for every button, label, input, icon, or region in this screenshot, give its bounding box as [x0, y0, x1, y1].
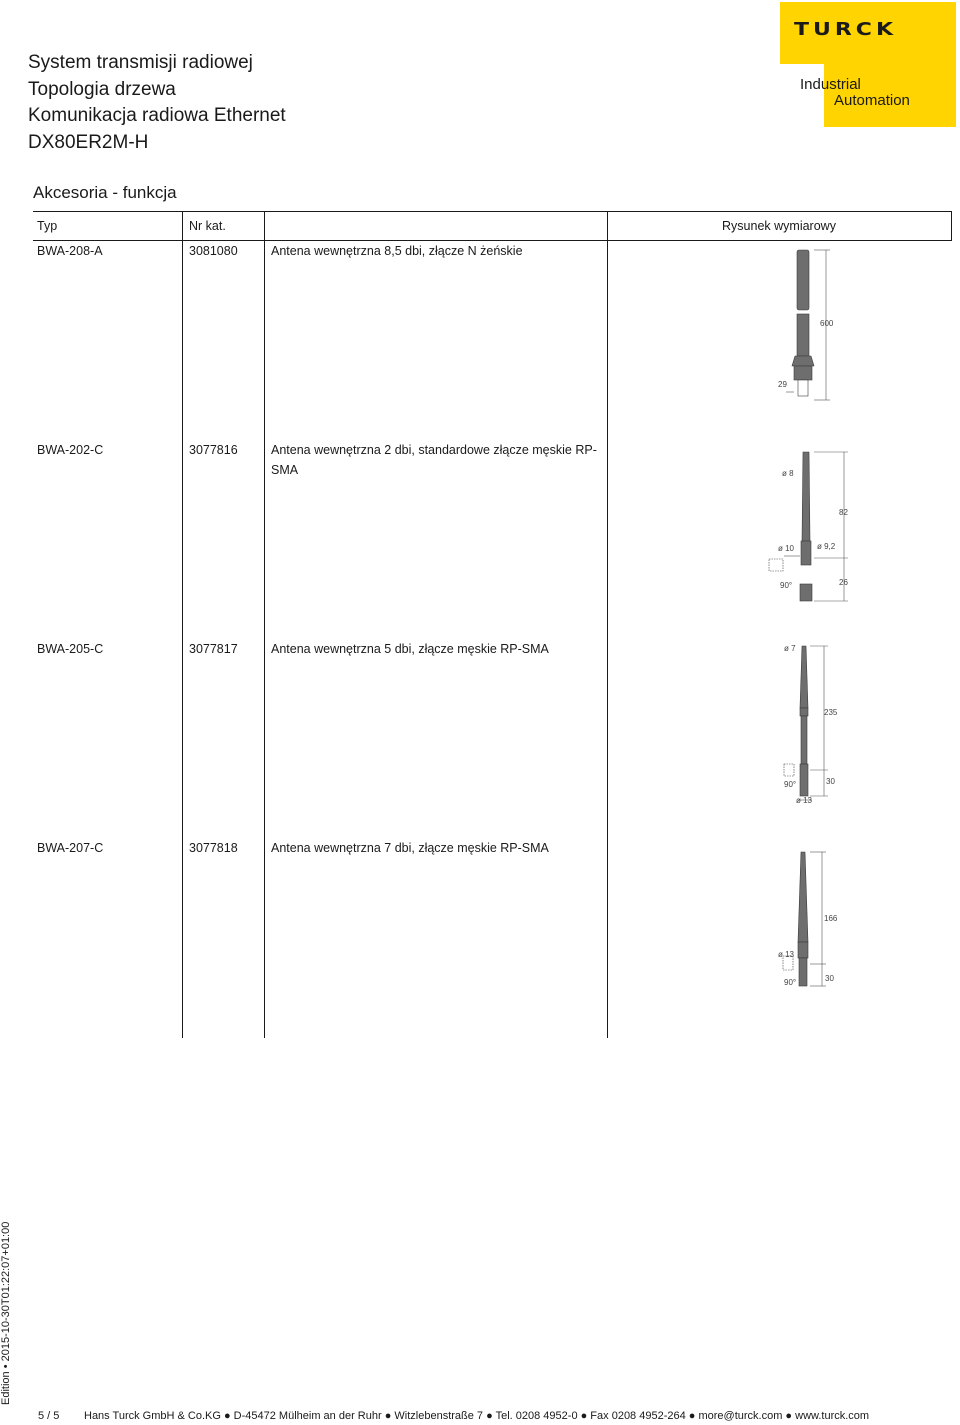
header-nr-kat: Nr kat. — [189, 219, 226, 233]
drawing-bwa-202-c — [760, 446, 860, 606]
antenna-whip-upper — [797, 250, 809, 310]
antenna-connector — [800, 584, 812, 601]
row4-type: BWA-207-C — [37, 841, 104, 855]
row2-cat: 3077816 — [189, 443, 238, 457]
document-title — [28, 50, 286, 156]
edition-stamp: Edition • 2015-10-30T01:22:07+01:00 — [0, 1221, 12, 1405]
header-rysunek: Rysunek wymiarowy — [722, 219, 836, 233]
drawing-bwa-208-a — [740, 244, 860, 409]
row3-type: BWA-205-C — [37, 642, 104, 656]
row1-desc — [271, 241, 601, 261]
dim-angle-90: 90° — [780, 581, 793, 590]
title-line-4: DX80ER2M-H — [28, 131, 149, 153]
row1-desc-line-1: Antena wewnętrzna 8,5 dbi, złącze N żeńskie — [271, 244, 523, 258]
logo-white-notch — [780, 64, 824, 127]
antenna-connector — [800, 764, 808, 796]
title-line-2: Topologia drzewa — [28, 78, 176, 100]
row3-cat: 3077817 — [189, 642, 238, 656]
table-col-divider-1 — [182, 211, 183, 1038]
logo-wordmark: TURCK — [794, 20, 898, 40]
table-top-border — [33, 211, 952, 212]
antenna-connector-side — [784, 764, 794, 776]
dim-diameter-8: ø 8 — [782, 469, 794, 478]
antenna-whip — [798, 852, 808, 942]
row4-desc — [271, 838, 601, 858]
antenna-hinge — [798, 942, 808, 958]
logo-industrial: Industrial — [800, 76, 861, 93]
row2-desc — [271, 440, 601, 480]
antenna-connector-side — [769, 559, 783, 571]
dim-length-82: 82 — [839, 508, 848, 517]
logo-automation: Automation — [834, 92, 910, 109]
section-title: Akcesoria - funkcja — [33, 183, 177, 202]
dim-base-30: 30 — [825, 974, 834, 983]
table-col-divider-2 — [264, 211, 265, 1038]
dim-angle-90: 90° — [784, 978, 797, 987]
dim-base-30: 30 — [826, 777, 835, 786]
row2-desc-line-1: Antena wewnętrzna 2 dbi, standardowe złącze męskie RP- — [271, 443, 597, 457]
table-right-border — [951, 211, 952, 241]
row1-cat: 3081080 — [189, 244, 238, 258]
dim-diameter-13: ø 13 — [778, 950, 795, 959]
dim-diameter-10: ø 10 — [778, 544, 795, 553]
antenna-joint — [800, 708, 808, 716]
antenna-whip-upper — [800, 646, 808, 708]
title-line-1: System transmisji radiowej — [28, 52, 253, 73]
dim-base: 29 — [778, 380, 787, 389]
antenna-hinge — [801, 541, 811, 565]
antenna-base — [794, 366, 812, 380]
antenna-connector — [799, 958, 807, 986]
row2-desc-line-2: SMA — [271, 463, 299, 477]
dim-diameter-7: ø 7 — [784, 644, 796, 653]
dim-length: 600 — [820, 319, 834, 328]
page-number: 5 / 5 — [38, 1410, 60, 1422]
antenna-collar — [792, 356, 814, 366]
dim-base-26: 26 — [839, 578, 848, 587]
antenna-connector — [798, 380, 808, 396]
dim-length-166: 166 — [824, 914, 838, 923]
drawing-bwa-207-c — [770, 846, 860, 991]
antenna-whip-lower — [797, 314, 809, 356]
dim-length-235: 235 — [824, 708, 838, 717]
row3-desc — [271, 639, 601, 659]
dim-diameter-13: ø 13 — [796, 796, 813, 805]
dim-angle-90: 90° — [784, 780, 797, 789]
row4-cat: 3077818 — [189, 841, 238, 855]
table-col-divider-3 — [607, 211, 608, 1038]
header-typ: Typ — [37, 219, 58, 233]
antenna-whip — [802, 452, 810, 541]
dim-diameter-9-2: ø 9,2 — [817, 542, 836, 551]
drawing-bwa-205-c — [770, 640, 860, 810]
company-contact: Hans Turck GmbH & Co.KG ● D-45472 Mülheim an der Ruhr ● Witzlebenstraße 7 ● Tel. 0208 4952-0 ● Fax 0208 4952-264 ● more@turck.com ● www.turck.com — [84, 1410, 870, 1422]
antenna-whip-lower — [801, 716, 807, 764]
row3-desc-line-1: Antena wewnętrzna 5 dbi, złącze męskie RP-SMA — [271, 642, 549, 656]
row2-type: BWA-202-C — [37, 443, 104, 457]
row4-desc-line-1: Antena wewnętrzna 7 dbi, złącze męskie RP-SMA — [271, 841, 549, 855]
row1-type: BWA-208-A — [37, 244, 103, 258]
title-line-3: Komunikacja radiowa Ethernet — [28, 105, 286, 126]
turck-logo — [780, 2, 956, 127]
